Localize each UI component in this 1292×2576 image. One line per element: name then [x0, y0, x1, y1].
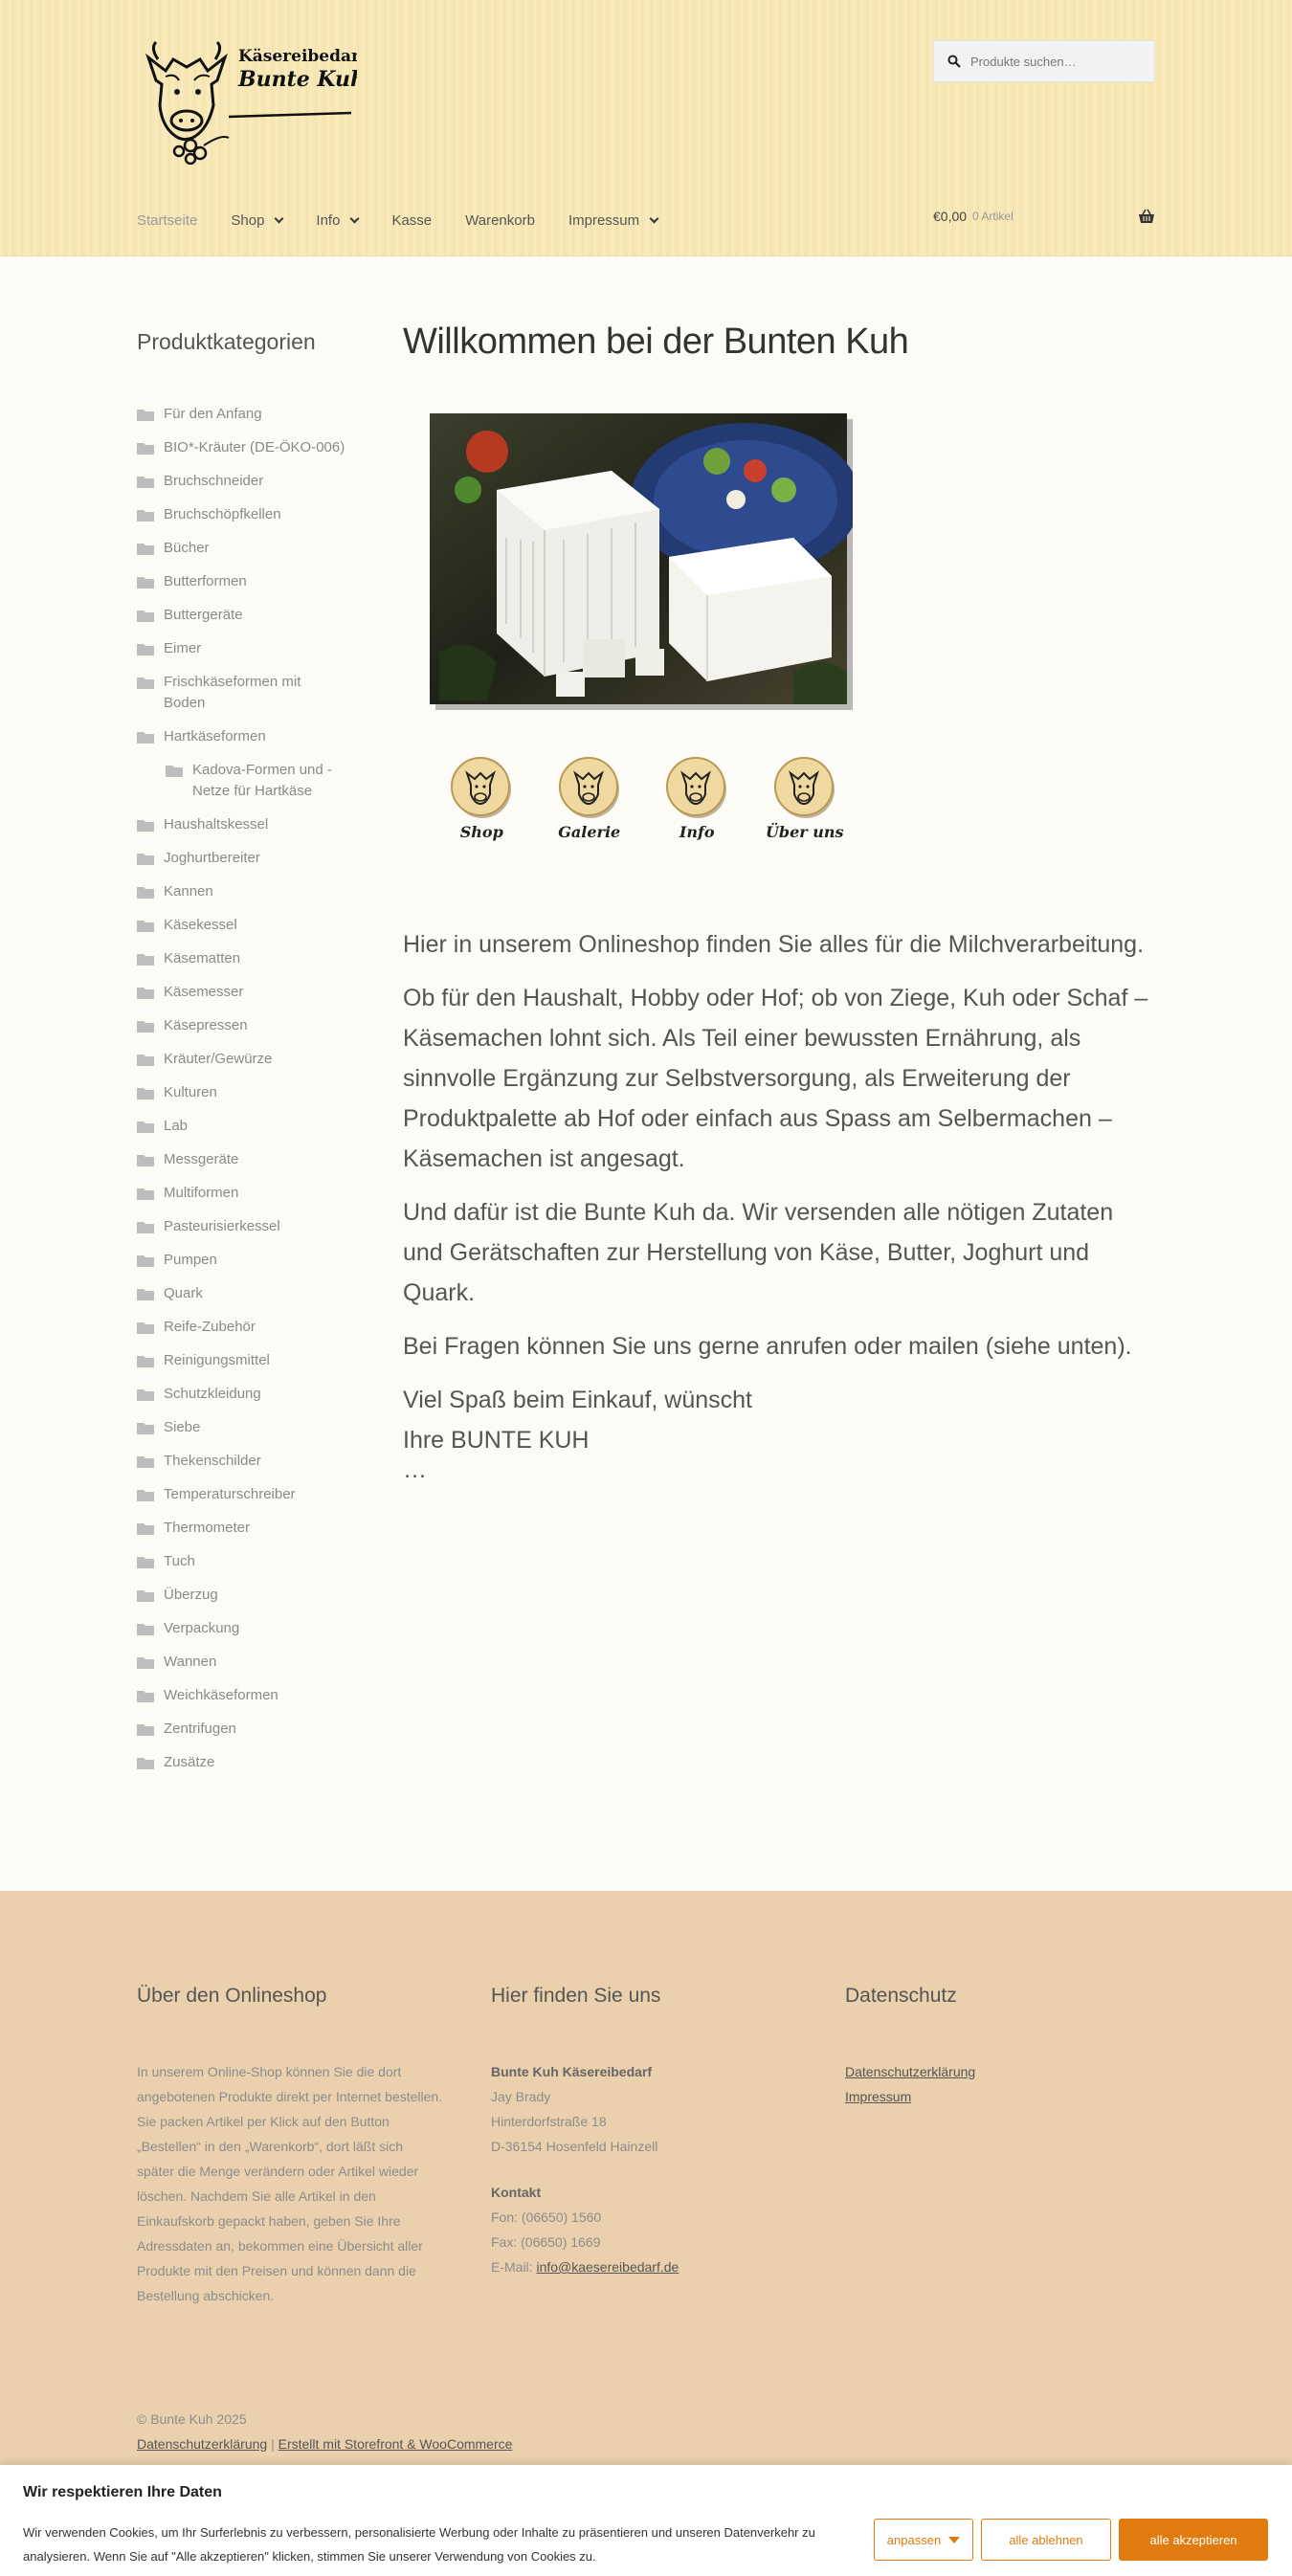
nav-item-impressum[interactable] — [568, 212, 657, 229]
category-item[interactable] — [137, 605, 367, 626]
category-item[interactable] — [137, 881, 367, 902]
category-link[interactable]: Multiformen — [164, 1185, 239, 1201]
category-link[interactable]: Käsekessel — [164, 917, 237, 933]
category-item[interactable] — [137, 1518, 367, 1539]
category-link[interactable]: Bruchschöpfkellen — [164, 506, 281, 522]
storefront-credit-link[interactable]: Erstellt mit Storefront & WooCommerce — [278, 2436, 513, 2452]
medal-label: Galerie — [558, 823, 621, 841]
category-link[interactable]: Wannen — [164, 1654, 217, 1670]
folder-icon — [137, 1656, 154, 1669]
folder-icon — [137, 987, 154, 999]
category-link[interactable]: Tuch — [164, 1553, 195, 1569]
separator: | — [271, 2436, 275, 2452]
category-link[interactable]: Siebe — [164, 1419, 201, 1435]
cow-logo-icon — [137, 38, 357, 165]
folder-icon — [137, 1221, 154, 1233]
folder-icon — [137, 1422, 154, 1434]
email-label: E-Mail: — [491, 2259, 533, 2275]
folder-icon — [137, 1556, 154, 1568]
button-label: alle akzeptieren — [1149, 2532, 1237, 2547]
cart-amount: €0,00 — [933, 209, 968, 224]
category-item[interactable] — [137, 437, 367, 458]
category-link[interactable]: Reife-Zubehör — [164, 1319, 256, 1335]
category-item[interactable] — [137, 1719, 367, 1740]
category-item[interactable] — [137, 1149, 367, 1170]
phone: Fon: (06650) 1560 — [491, 2210, 602, 2225]
nav-label: Warenkorb — [465, 211, 535, 229]
category-item[interactable] — [137, 1484, 367, 1505]
medal-link-galerie[interactable] — [536, 756, 644, 848]
nav-label: Shop — [231, 211, 265, 229]
folder-icon — [137, 731, 154, 744]
cookie-reject-button[interactable] — [981, 2519, 1111, 2561]
company-name: Bunte Kuh Käsereibedarf — [491, 2064, 653, 2079]
folder-icon — [137, 1355, 154, 1367]
primary-nav — [137, 203, 691, 237]
category-link[interactable]: BIO*-Kräuter (DE-ÖKO-006) — [164, 439, 345, 455]
category-item[interactable] — [137, 1652, 367, 1673]
category-link[interactable]: Für den Anfang — [164, 406, 262, 422]
folder-icon — [137, 1054, 154, 1066]
cheese-hero-image — [430, 413, 853, 710]
chevron-down-icon — [275, 213, 284, 223]
button-label: anpassen — [886, 2532, 942, 2547]
category-item[interactable] — [137, 1015, 367, 1036]
folder-icon — [137, 1321, 154, 1334]
category-item[interactable] — [137, 672, 328, 714]
search-input[interactable] — [970, 55, 1152, 69]
category-item[interactable] — [137, 538, 367, 559]
category-link[interactable]: Käsematten — [164, 950, 241, 966]
subcategory-item[interactable] — [166, 760, 347, 802]
folder-icon — [137, 1690, 154, 1702]
folder-icon — [137, 1121, 154, 1133]
category-item[interactable] — [137, 726, 367, 747]
category-link[interactable]: Joghurtbereiter — [164, 850, 260, 866]
category-item[interactable] — [137, 1049, 367, 1070]
category-item[interactable] — [137, 504, 367, 525]
category-link[interactable]: Käsepressen — [164, 1017, 248, 1033]
footer-heading: Datenschutz — [845, 1985, 957, 2007]
folder-icon — [137, 1723, 154, 1736]
category-link[interactable]: Thermometer — [164, 1520, 251, 1536]
product-search[interactable] — [933, 40, 1155, 82]
cow-medal-icon — [558, 756, 621, 819]
category-item[interactable] — [137, 848, 367, 869]
logo-line2: Bunte Kuh — [238, 67, 357, 92]
medal-label: Info — [679, 823, 715, 841]
folder-icon — [137, 1522, 154, 1535]
nav-item-info[interactable] — [316, 212, 358, 229]
footer-bottom — [137, 2407, 512, 2456]
category-link[interactable]: Buttergeräte — [164, 607, 243, 623]
fax: Fax: (06650) 1669 — [491, 2234, 601, 2250]
folder-icon — [137, 543, 154, 555]
footer-about-text: In unserem Online-Shop können Sie die dort angebotenen Produkte direkt per Internet bestellen. Sie packen Artikel per Klick auf den Button „Bestellen“ in den „Warenkorb“, dort läßt sich später die Menge verändern oder Artikel wieder löschen. Nachdem Sie alle Artikel in den Einkaufskorb gepackt haben, geben Sie Ihre Adressdaten an, bekommen eine Übersicht aller Produkte mit den Preisen und können dann die Bestellung abschicken. — [137, 2064, 443, 2303]
category-item[interactable] — [137, 1417, 367, 1438]
footer-heading: Über den Onlineshop — [137, 1985, 327, 2007]
category-item[interactable] — [137, 1350, 367, 1371]
category-link[interactable]: Temperaturschreiber — [164, 1486, 296, 1502]
folder-icon — [137, 1188, 154, 1200]
medal-label: Über uns — [765, 823, 844, 841]
folder-icon — [137, 953, 154, 966]
category-link[interactable]: Quark — [164, 1285, 203, 1301]
category-item[interactable] — [137, 814, 367, 835]
cookie-text: Wir verwenden Cookies, um Ihr Surferlebnis zu verbessern, personalisierte Werbung oder Inhalte zu präsentieren und unseren Datenverkehr zu analysieren. Wenn Sie auf "Alle akzeptieren" klicken, stimmen Sie unserer Verwendung von Cookies zu. — [23, 2525, 815, 2564]
folder-icon — [137, 1288, 154, 1300]
footer-col-about — [137, 1985, 443, 2008]
folder-icon — [137, 886, 154, 899]
category-link[interactable]: Haushaltskessel — [164, 816, 269, 833]
category-link[interactable]: Messgeräte — [164, 1151, 239, 1167]
intro-paragraph: Hier in unserem Onlineshop finden Sie alles für die Milchverarbeitung. — [403, 931, 1145, 958]
category-item[interactable] — [137, 638, 367, 659]
category-item[interactable] — [137, 1451, 367, 1472]
category-item[interactable] — [137, 1317, 367, 1338]
category-link[interactable]: Bruchschneider — [164, 473, 264, 489]
ellipsis: … — [403, 1456, 427, 1483]
street: Hinterdorfstraße 18 — [491, 2114, 607, 2129]
folder-icon — [137, 1255, 154, 1267]
medal-link-info[interactable] — [643, 756, 751, 848]
category-item[interactable] — [137, 1618, 367, 1639]
category-link[interactable]: Lab — [164, 1118, 189, 1134]
medal-link-shop[interactable] — [428, 756, 536, 848]
folder-icon — [137, 819, 154, 832]
nav-item-warenkorb[interactable] — [465, 212, 535, 229]
email-link[interactable]: info@kaesereibedarf.de — [536, 2259, 679, 2275]
category-item[interactable] — [137, 1183, 367, 1204]
basket-icon — [1138, 209, 1155, 225]
cookie-title: Wir respektieren Ihre Daten — [23, 2484, 222, 2500]
folder-icon — [137, 1154, 154, 1166]
nav-label: Startseite — [137, 211, 198, 229]
folder-icon — [137, 677, 154, 689]
category-item[interactable] — [137, 982, 367, 1003]
privacy-policy-link[interactable]: Datenschutzerklärung — [845, 2064, 976, 2079]
category-item[interactable] — [137, 1585, 367, 1606]
cart-count: 0 Artikel — [972, 210, 1014, 223]
folder-icon — [137, 576, 154, 588]
nav-label: Kasse — [391, 211, 433, 229]
folder-icon — [137, 509, 154, 522]
folder-icon — [137, 853, 154, 865]
category-link[interactable]: Zusätze — [164, 1754, 215, 1770]
site-header — [0, 0, 1292, 256]
category-link[interactable]: Pasteurisierkessel — [164, 1218, 280, 1234]
bottom-privacy-link[interactable]: Datenschutzerklärung — [137, 2436, 268, 2452]
cow-medal-icon — [450, 756, 513, 819]
category-link[interactable]: Hartkäseformen — [164, 728, 266, 744]
folder-icon — [137, 442, 154, 455]
intro-paragraph: Bei Fragen können Sie uns gerne anrufen oder mailen (siehe unten). — [403, 1333, 1132, 1360]
closing-line-1: Viel Spaß beim Einkauf, wünscht — [403, 1387, 753, 1413]
copyright: © Bunte Kuh 2025 — [137, 2411, 247, 2427]
cow-medal-icon — [773, 756, 836, 819]
category-link[interactable]: Eimer — [164, 640, 202, 656]
category-link[interactable]: Schutzkleidung — [164, 1386, 261, 1402]
folder-icon — [137, 1087, 154, 1099]
footer-heading: Hier finden Sie uns — [491, 1985, 661, 2007]
cookie-banner — [0, 2465, 1292, 2576]
nav-label: Impressum — [568, 211, 640, 229]
category-item[interactable] — [137, 915, 367, 936]
folder-icon — [137, 1489, 154, 1501]
category-item[interactable] — [137, 471, 367, 492]
page-title: Willkommen bei der Bunten Kuh — [403, 322, 909, 362]
chevron-down-icon — [650, 213, 659, 223]
folder-icon — [137, 1020, 154, 1033]
cookie-customize-button[interactable] — [874, 2519, 973, 2561]
folder-icon — [137, 920, 154, 932]
folder-icon — [137, 476, 154, 488]
contact-heading: Kontakt — [491, 2185, 542, 2200]
category-link[interactable]: Kulturen — [164, 1084, 217, 1100]
site-logo[interactable] — [137, 38, 357, 165]
medal-label: Shop — [459, 823, 503, 841]
folder-icon — [137, 1623, 154, 1635]
category-link[interactable]: Kadova-Formen und -Netze für Hartkäse — [192, 762, 332, 799]
folder-icon — [137, 1455, 154, 1468]
folder-icon — [137, 1589, 154, 1602]
button-label: alle ablehnen — [1009, 2532, 1083, 2547]
search-icon — [947, 55, 961, 68]
category-link[interactable]: Pumpen — [164, 1252, 217, 1268]
category-link[interactable]: Butterformen — [164, 573, 247, 589]
nav-item-startseite[interactable] — [137, 212, 197, 229]
category-link[interactable]: Überzug — [164, 1587, 218, 1603]
category-item[interactable] — [137, 1685, 367, 1706]
category-link[interactable]: Käsemesser — [164, 984, 244, 1000]
intro-paragraph: Ob für den Haushalt, Hobby oder Hof; ob von Ziege, Kuh oder Schaf – Käsemachen lohnt sich. Als Teil einer bewussten Ernährung, als sinnvolle Ergänzung zur Selbstversorgung, als Erweiterung der Produktpalette ab Hof oder einfach aus Spass am Selbermachen – Käsemachen ist angesagt. — [403, 985, 1148, 1172]
folder-icon — [166, 765, 183, 777]
category-link[interactable]: Zentrifugen — [164, 1721, 236, 1737]
category-item[interactable] — [137, 1752, 367, 1773]
category-item[interactable] — [137, 1384, 367, 1405]
category-item[interactable] — [137, 1082, 367, 1103]
imprint-link[interactable]: Impressum — [845, 2089, 912, 2104]
folder-icon — [137, 1757, 154, 1769]
chevron-down-icon — [350, 213, 360, 223]
folder-icon — [137, 610, 154, 622]
quicklink-medals — [428, 756, 858, 848]
category-item[interactable] — [137, 1250, 367, 1271]
header-cart[interactable] — [933, 209, 1155, 224]
footer-col-privacy — [845, 1985, 1151, 2008]
category-link[interactable]: Bücher — [164, 540, 210, 556]
medal-link-ueber-uns[interactable] — [751, 756, 859, 848]
cookie-accept-button[interactable] — [1119, 2519, 1268, 2561]
category-link[interactable]: Verpackung — [164, 1620, 240, 1636]
contact-person: Jay Brady — [491, 2089, 551, 2104]
category-item[interactable] — [137, 1551, 367, 1572]
footer-col-location — [491, 1985, 797, 2008]
main-content — [403, 322, 1155, 1483]
sidebar-title: Produktkategorien — [137, 329, 316, 354]
folder-icon — [137, 643, 154, 655]
category-item[interactable] — [137, 571, 367, 592]
category-link[interactable]: Thekenschilder — [164, 1453, 261, 1469]
category-link[interactable]: Kräuter/Gewürze — [164, 1051, 273, 1067]
caret-down-icon — [948, 2537, 960, 2543]
category-item[interactable] — [137, 1116, 367, 1137]
category-item[interactable] — [137, 1283, 367, 1304]
category-item[interactable] — [137, 948, 367, 969]
nav-item-shop[interactable] — [231, 212, 282, 229]
category-link[interactable]: Kannen — [164, 883, 213, 899]
city: D-36154 Hosenfeld Hainzell — [491, 2139, 658, 2154]
folder-icon — [137, 409, 154, 421]
folder-icon — [137, 1388, 154, 1401]
closing-line-2: Ihre BUNTE KUH — [403, 1427, 590, 1454]
category-item[interactable] — [137, 1216, 367, 1237]
nav-label: Info — [316, 211, 341, 229]
intro-paragraph: Und dafür ist die Bunte Kuh da. Wir versenden alle nötigen Zutaten und Gerätschaften zur Herstellung von Käse, Butter, Joghurt und Quark. — [403, 1199, 1114, 1306]
nav-item-kasse[interactable] — [391, 212, 432, 229]
category-link[interactable]: Reinigungsmittel — [164, 1352, 270, 1368]
logo-line1: Käsereibedarf — [238, 47, 357, 66]
category-link[interactable]: Frischkäseformen mit Boden — [164, 674, 301, 711]
cow-medal-icon — [665, 756, 728, 819]
category-item[interactable] — [137, 404, 367, 425]
footer-address — [491, 2059, 797, 2279]
category-list — [137, 404, 367, 1786]
footer-privacy-links — [845, 2059, 1151, 2109]
intro-text — [403, 924, 1155, 1483]
category-link[interactable]: Weichkäseformen — [164, 1687, 278, 1703]
